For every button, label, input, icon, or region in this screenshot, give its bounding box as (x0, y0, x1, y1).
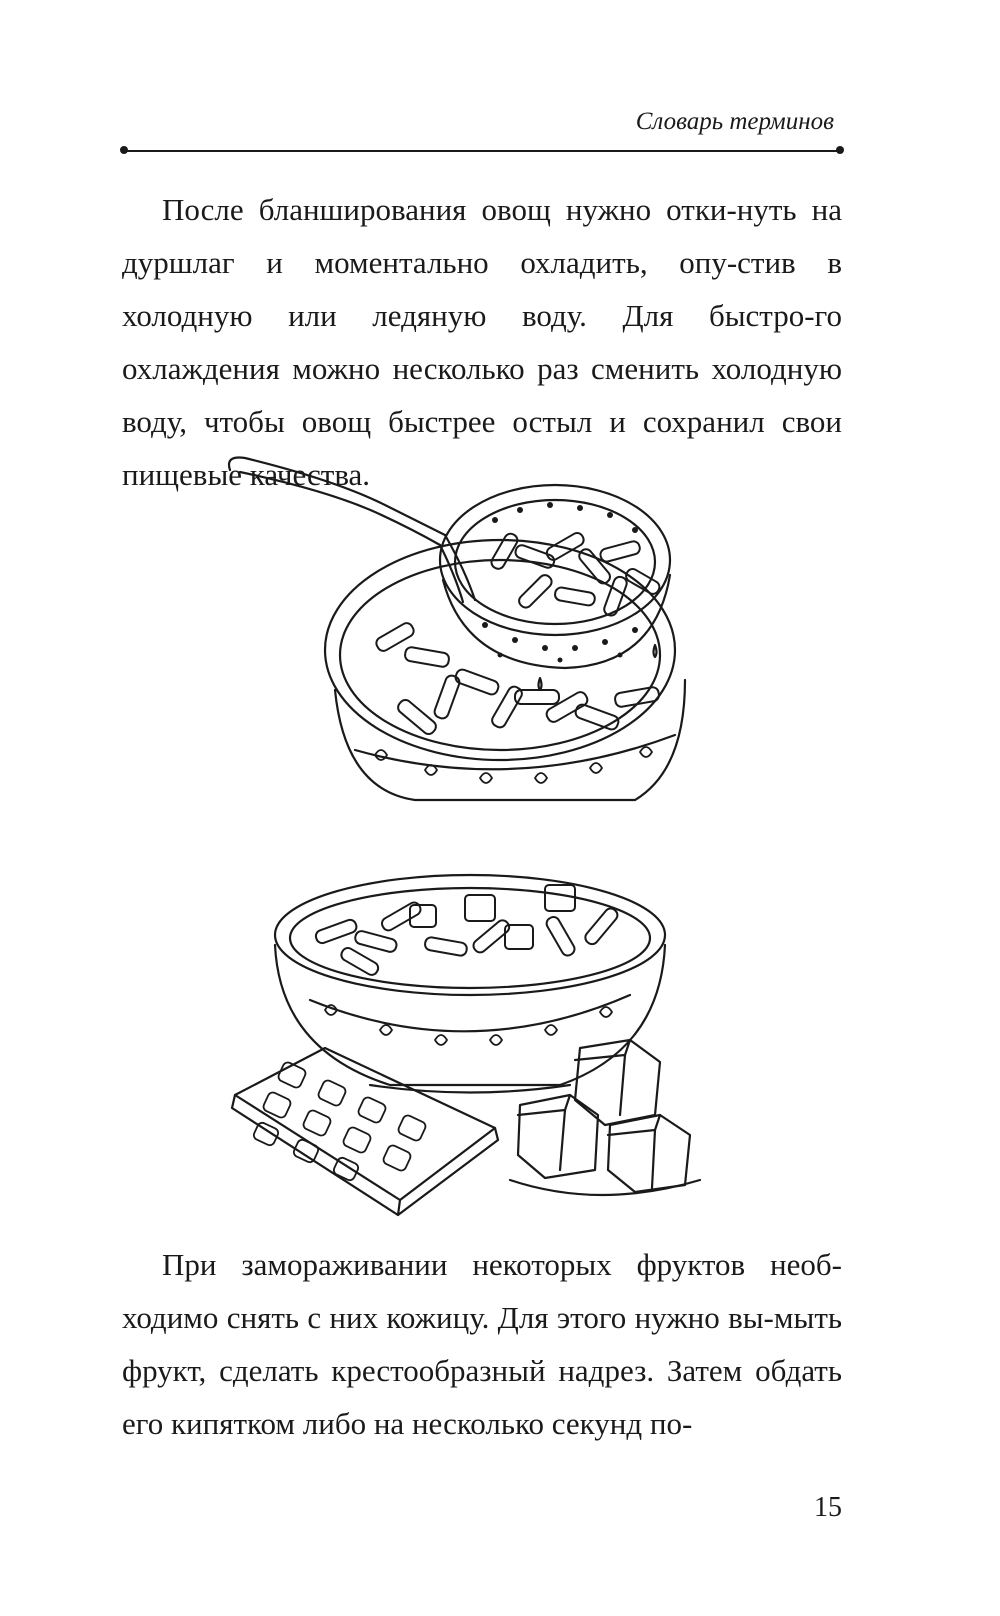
header-rule-dot-right (836, 146, 844, 154)
header-rule (122, 150, 842, 152)
running-header-title: Словарь терминов (635, 108, 834, 135)
running-header (122, 108, 842, 148)
body-paragraph: При замораживании некоторых фруктов необ-ходимо снять с них кожицу. Для этого нужно вы-мыть фрукт, сделать крестообразный надрез. Затем обдать его кипятком либо на несколько секунд по- (122, 1247, 842, 1441)
colander-in-pot-icon (215, 450, 735, 850)
page-number: 15 (814, 1492, 842, 1523)
body-paragraph: После бланширования овощ нужно отки-нуть на дуршлаг и моментально охладить, опу-стив в холодную или ледяную воду. Для быстро-го охлаждения можно несколько раз сменить холодную воду, чтобы овощ быстрее остыл и сохранил свои пищевые качества. (122, 192, 842, 492)
header-rule-dot-left (120, 146, 128, 154)
ice-bath-bowl-icon (220, 870, 720, 1220)
